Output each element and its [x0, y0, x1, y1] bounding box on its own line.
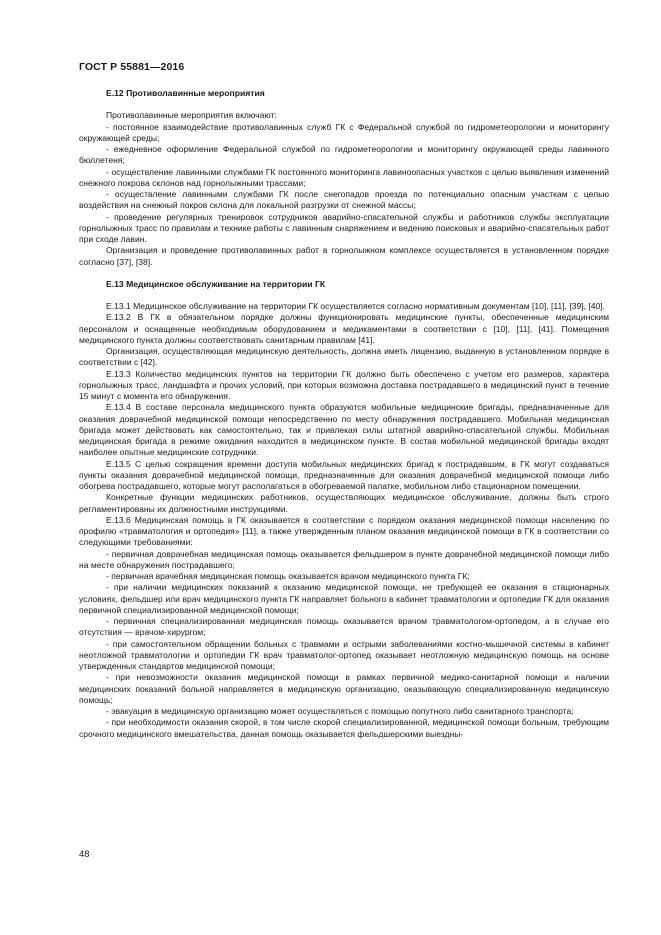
list-item: - ежедневное оформление Федеральной службой по гидрометеорологии и мониторингу окружающей среды лавинного бюллетеня; [79, 144, 609, 166]
document-body [79, 88, 609, 740]
list-item: - эвакуация в медицинскую организацию может осуществляться с помощью попутного либо санитарного транспорта; [106, 706, 574, 716]
paragraph: Конкретные функции медицинских работников, осуществляющих медицинское обслуживание, должны быть строго регламентированы их должностными инструкциями. [79, 492, 609, 514]
list-item: - при невозможности оказания медицинской помощи в рамках первичной медико-санитарной помощи и наличии медицинских показаний больной направляется в медицинскую организацию, оказывающую специализированную медицинскую помощь; [79, 672, 609, 705]
section-heading: Е.12 Противолавинные мероприятия [106, 88, 265, 98]
list-item: - при самостоятельном обращении больных с травмами и острыми заболеваниями костно-мышечной системы в кабинет неотложной травматологии и ортопедии ГК врач травматолог-ортопед оказывает неотложную медицинскую помощь на основе утвержденных стандартов медицинской помощи; [79, 638, 609, 671]
paragraph: Е.13.1 Медицинское обслуживание на территории ГК осуществляется согласно нормативным документам [10], [11], [39], [40]. [106, 301, 605, 311]
list-item: - первичная врачебная медицинская помощь оказывается врачом медицинского пункта ГК; [106, 571, 470, 581]
list-item: - осуществление лавинными службами ГК после снегопадов проезда по потенциально опасным участкам с целью воздействия на снежный покров склона для локальной разгрузки от снежной массы; [79, 189, 609, 211]
list-item: - при наличии медицинских показаний к оказанию медицинской помощи, не требующей ее оказания в стационарных условиях, фельдшер или врач медицинского пункта ГК направляет больного в кабинет травматологии и ортопедии ГК для оказания первичной специализированной медицинской помощи; [79, 582, 609, 615]
page-number: 48 [79, 849, 90, 860]
list-item: - постоянное взаимодействие противолавинных служб ГК с Федеральной службой по гидрометеорологии и мониторингу окружающей среды; [79, 121, 609, 143]
list-item: - первичная специализированная медицинская помощь оказывается врачом травматологом-ортопедом, а в случае его отсутствия — врачом-хирургом; [79, 616, 609, 638]
paragraph: Организация, осуществляющая медицинскую деятельность, должна иметь лицензию, выданную в установленном порядке в соответствии с [42]. [79, 346, 609, 368]
section-heading: Е.13 Медицинское обслуживание на территории ГК [106, 278, 326, 289]
paragraph: Е.13.4 В составе персонала медицинского пункта образуются мобильные медицинские бригады, предназначенные для оказания доврачебной медицинской помощи непосредственно по месту обнаружения пострадавшего. Мобильная медицинская бригада может действовать как самостоятельно, так и привлекая силы штатной аварийно-спасательной службы. Мобильная медицинская бригада в режиме ожидания находится в медицинском пункте. В состав мобильной медицинской бригады входят наиболее опытные медицинские сотрудники. [79, 402, 609, 458]
paragraph: Организация и проведение противолавинных работ в горнолыжном комплексе осуществляется в установленном порядке согласно [37], [38]. [79, 245, 609, 267]
paragraph: Е.13.5 С целью сокращения времени доступа мобильных медицинских бригад к пострадавшим, в ГК могут создаваться пункты оказания доврачебной медицинской помощи, предназначенные для оказания доврачебной медицинской помощи либо обогрева пострадавшего, которые могут располагаться в обогреваемой палатке, мобильном либо стационарном помещении. [79, 458, 609, 491]
list-item: - проведение регулярных тренировок сотрудников аварийно-спасательной службы и работников службы эксплуатации горнолыжных трасс по правилам и технике работы с лавинным снаряжением и ведению поисковых и аварийно-спасательных работ при сходе лавин. [79, 211, 609, 244]
paragraph: Е.13.6 Медицинская помощь в ГК оказывается в соответствии с порядком оказания медицинской помощи населению по профилю «травматология и ортопедия» [11], а также утвержденным планом оказания медицинской помощи в ГК в соответствии со следующими требованиями: [79, 514, 609, 548]
paragraph: Е.13.3 Количество медицинских пунктов на территории ГК должно быть обеспечено с учетом его размеров, характера горнолыжных трасс, ландшафта и прочих условий, при которых возможна доставка пострадавшего в медицинский пункт в течение 15 минут с момента его обнаружения. [79, 368, 609, 401]
paragraph: Е.13.2 В ГК в обязательном порядке должны функционировать медицинские пункты, обеспеченные медицинским персоналом и оснащенные необходимым оборудованием и медикаментами в соответствии с [10], [11], [41]. Помещения медицинского пункта должны соответствовать санитарным правилам [41]. [79, 312, 609, 345]
list-item: - первичная доврачебная медицинская помощь оказывается фельдшером в пункте доврачебной медицинской помощи либо на месте обнаружения пострадавшего; [79, 548, 609, 570]
document-header: ГОСТ Р 55881—2016 [79, 61, 185, 73]
list-item: - при необходимости оказания скорой, в том числе скорой специализированной, медицинской помощи больным, требующим срочного медицинского вмешательства, данная помощь оказывается фельдшерскими выездны- [79, 717, 609, 739]
list-item: - осуществление лавинными службами ГК постоянного мониторинга лавиноопасных участков с целью выявления изменений снежного покрова склонов над горнолыжными трассами; [79, 166, 609, 188]
paragraph: Противолавинные мероприятия включают: [106, 110, 277, 121]
